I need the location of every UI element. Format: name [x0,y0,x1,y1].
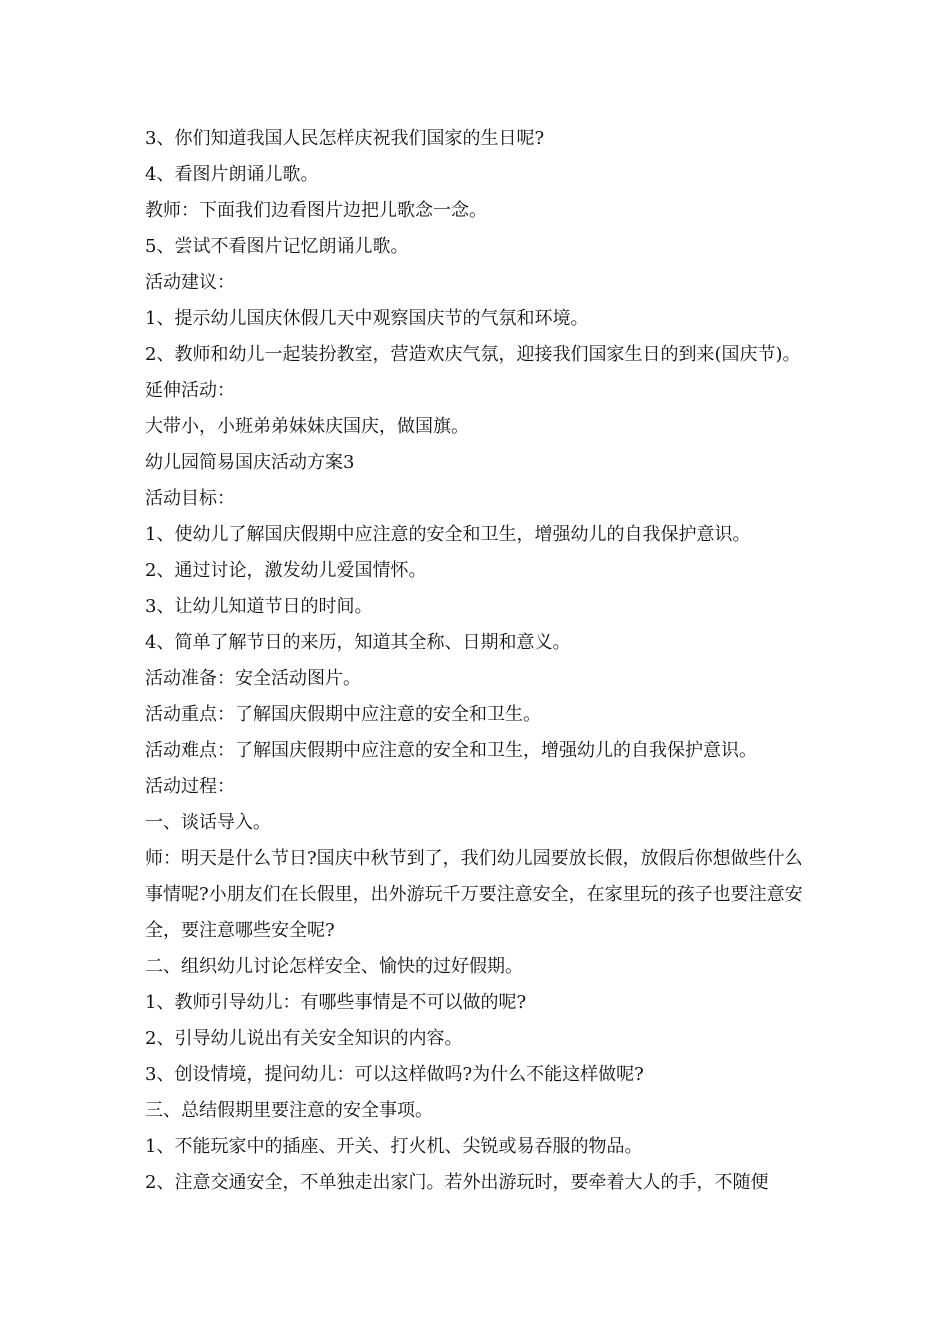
paragraph: 一、谈话导入。 [145,812,271,833]
paragraph: 教师：下面我们边看图片边把儿歌念一念。 [145,200,487,221]
paragraph: 三、总结假期里要注意的安全事项。 [145,1100,433,1121]
paragraph: 2、教师和幼儿一起装扮教室，营造欢庆气氛，迎接我们国家生日的到来(国庆节)。 [145,344,801,365]
paragraph: 4、简单了解节日的来历，知道其全称、日期和意义。 [145,632,571,653]
paragraph: 3、你们知道我国人民怎样庆祝我们国家的生日呢? [145,128,545,149]
paragraph: 2、引导幼儿说出有关安全知识的内容。 [145,1028,463,1049]
paragraph: 2、注意交通安全，不单独走出家门。若外出游玩时，要牵着大人的手，不随便 [145,1172,769,1193]
paragraph: 4、看图片朗诵儿歌。 [145,164,319,185]
section-heading: 活动过程： [145,776,235,797]
paragraph: 3、创设情境，提问幼儿：可以这样做吗?为什么不能这样做呢? [145,1064,644,1085]
document-body [145,121,813,1201]
paragraph: 活动难点：了解国庆假期中应注意的安全和卫生，增强幼儿的自我保护意识。 [145,740,757,761]
paragraph: 1、教师引导幼儿：有哪些事情是不可以做的呢? [145,992,527,1013]
paragraph: 活动准备：安全活动图片。 [145,668,361,689]
paragraph: 2、通过讨论，激发幼儿爱国情怀。 [145,560,427,581]
paragraph: 1、使幼儿了解国庆假期中应注意的安全和卫生，增强幼儿的自我保护意识。 [145,524,751,545]
paragraph: 大带小，小班弟弟妹妹庆国庆，做国旗。 [145,416,469,437]
section-heading: 活动建议： [145,272,235,293]
paragraph: 5、尝试不看图片记忆朗诵儿歌。 [145,236,409,257]
section-heading: 活动目标： [145,488,235,509]
section-heading: 延伸活动： [145,380,235,401]
paragraph: 1、不能玩家中的插座、开关、打火机、尖锐或易吞服的物品。 [145,1136,643,1157]
paragraph: 活动重点：了解国庆假期中应注意的安全和卫生。 [145,704,541,725]
document-title: 幼儿园简易国庆活动方案3 [145,452,355,473]
paragraph: 1、提示幼儿国庆休假几天中观察国庆节的气氛和环境。 [145,308,589,329]
paragraph: 3、让幼儿知道节日的时间。 [145,596,373,617]
paragraph: 二、组织幼儿讨论怎样安全、愉快的过好假期。 [145,956,523,977]
paragraph: 师：明天是什么节日?国庆中秋节到了，我们幼儿园要放长假，放假后你想做些什么事情呢?小朋友们在长假里，出外游玩千万要注意安全，在家里玩的孩子也要注意安全，要注意哪些安全呢? [145,848,803,941]
